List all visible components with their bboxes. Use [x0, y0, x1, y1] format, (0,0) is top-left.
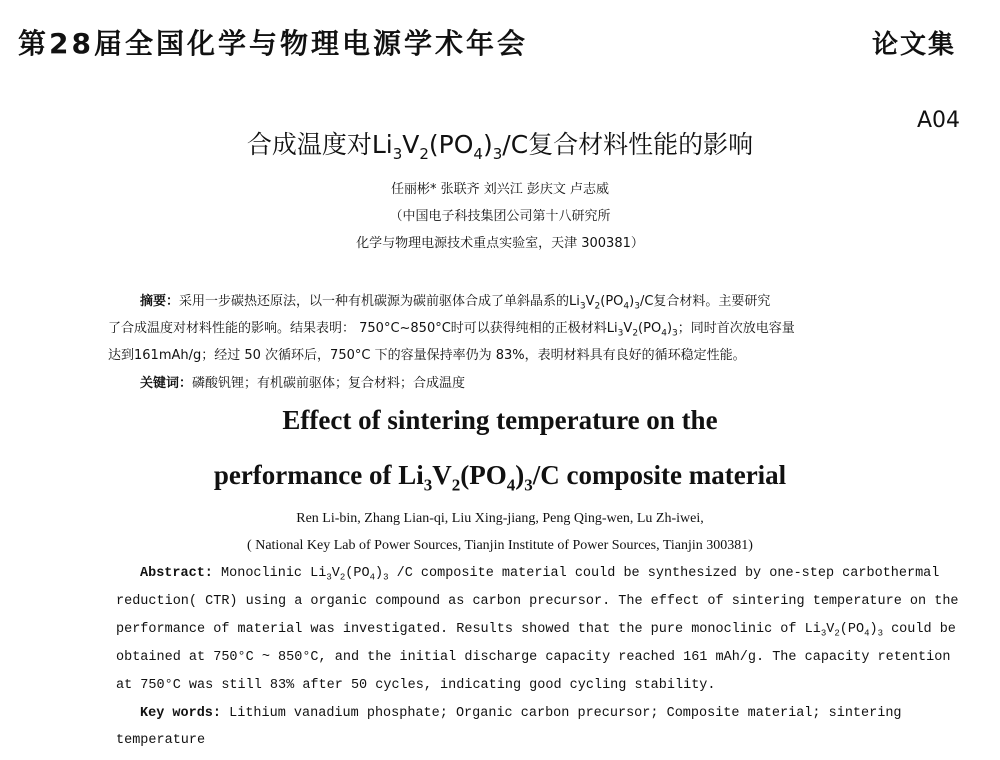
en-title-line-1: Effect of sintering temperature on the [282, 405, 718, 435]
conference-title: 第28届全国化学与物理电源学术年会 [18, 27, 528, 60]
en-title-line-2: performance of $Li_3V_2(PO_4)_3/C$ composite material [213, 460, 787, 495]
cn-keywords-label: 关键词： [140, 376, 193, 391]
en-abstract-line-3: performance of material was investigated. Results showed that the pure monoclinic of $Li_3V_2(PO_4)_3$ could be [116, 622, 956, 639]
en-authors: Ren Li-bin, Zhang Lian-qi, Liu Xing-jiang, Peng Qing-wen, Lu Zh-iwei, [296, 511, 704, 526]
en-abstract-line-4: obtained at 750°C ~ 850°C, and the initial discharge capacity reached 161 mAh/g. The capacity retention [116, 650, 951, 665]
en-abstract-line-5: at 750°C was still 83% after 50 cycles, indicating good cycling stability. [116, 678, 716, 693]
cn-paper-title: 合成温度对$Li_3V_2(PO_4)_3/C$复合材料性能的影响 [246, 130, 754, 163]
en-affiliation: ( National Key Lab of Power Sources, Tianjin Institute of Power Sources, Tianjin 300381) [247, 538, 753, 553]
cn-abstract-line-3: 达到161mAh/g；经过 50 次循环后，750°C 下的容量保持率仍为 83%，表明材料具有良好的循环稳定性能。 [108, 348, 746, 363]
en-keywords-line-2: temperature [116, 733, 206, 748]
en-keywords-line-1: Key words: Lithium vanadium phosphate; Organic carbon precursor; Composite material; sintering [140, 706, 902, 721]
cn-abstract-line-2: 了合成温度对材料性能的影响。结果表明： 750°C~850°C时可以获得纯相的正极材料$Li_3V_2(PO_4)_3$；同时首次放电容量 [108, 321, 795, 339]
en-abstract-line-1: Abstract: Monoclinic $Li_3V_2(PO_4)_3$ /C composite material could be synthesized by one-step carbothermal [140, 566, 940, 583]
cn-abstract-line-1: 摘要：采用一步碳热还原法，以一种有机碳源为碳前驱体合成了单斜晶系的$Li_3V_2(PO_4)_3/C$复合材料。主要研究 [140, 294, 771, 312]
paper-code: A04 [916, 108, 960, 133]
cn-affiliation-1: （中国电子科技集团公司第十八研究所 [389, 209, 611, 224]
en-keywords-label: Key words: [140, 706, 222, 721]
en-abstract-line-2: reduction( CTR) using a organic compound as carbon precursor. The effect of sintering temperature on the [116, 594, 959, 609]
cn-keywords: 关键词：磷酸钒锂；有机碳前驱体；复合材料；合成温度 [140, 376, 466, 391]
proceedings-label: 论文集 [871, 30, 956, 60]
cn-abstract-label: 摘要： [140, 294, 180, 309]
en-abstract-label: Abstract: [140, 566, 213, 581]
cn-affiliation-2: 化学与物理电源技术重点实验室，天津 300381） [356, 236, 644, 251]
cn-authors: 任丽彬* 张联齐 刘兴江 彭庆文 卢志威 [390, 182, 610, 197]
